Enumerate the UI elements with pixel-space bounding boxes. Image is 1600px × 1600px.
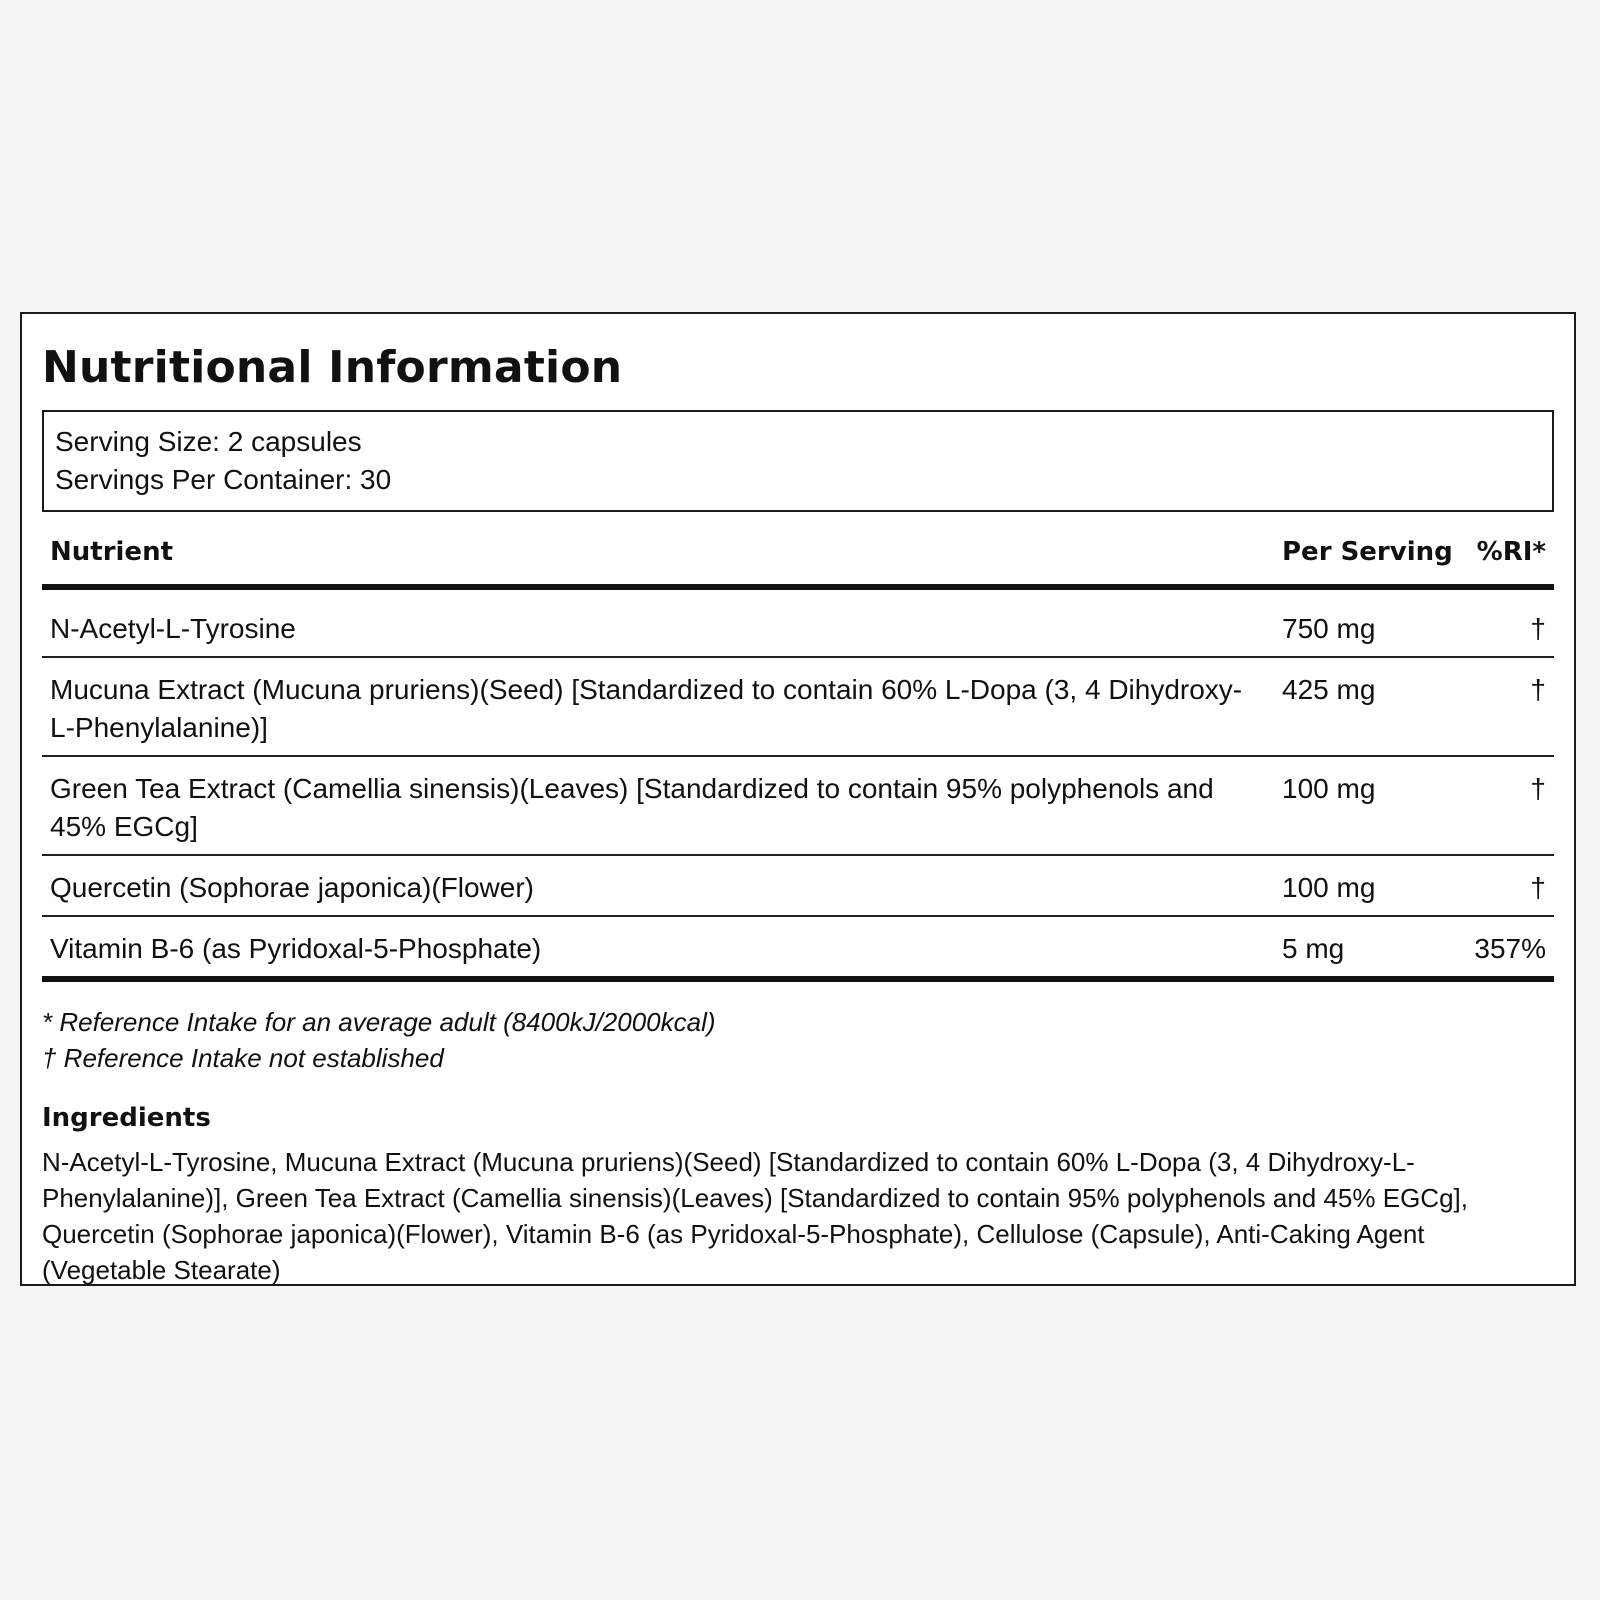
footnotes bbox=[42, 1004, 1554, 1076]
table-header-row bbox=[42, 534, 1554, 587]
table-row bbox=[42, 916, 1554, 979]
table-row bbox=[42, 657, 1554, 756]
nutrient-ri: 357% bbox=[1450, 916, 1554, 979]
nutrient-name: N-Acetyl-L-Tyrosine bbox=[42, 587, 1274, 657]
footnote-not-established: † Reference Intake not established bbox=[42, 1043, 444, 1073]
header-per-serving: Per Serving bbox=[1274, 534, 1450, 587]
nutrient-amount: 750 mg bbox=[1274, 587, 1450, 657]
servings-per-container: Servings Per Container: 30 bbox=[55, 464, 392, 495]
nutrient-amount: 100 mg bbox=[1274, 756, 1450, 855]
label-title: Nutritional Information bbox=[42, 342, 623, 393]
nutrient-ri: † bbox=[1450, 657, 1554, 756]
footnote-reference-intake: * Reference Intake for an average adult (8400kJ/2000kcal) bbox=[42, 1007, 716, 1037]
ingredients-heading: Ingredients bbox=[42, 1103, 211, 1133]
nutrient-amount: 5 mg bbox=[1274, 916, 1450, 979]
nutrient-name: Green Tea Extract (Camellia sinensis)(Leaves) [Standardized to contain 95% polyphenols and 45% EGCg] bbox=[42, 756, 1274, 855]
nutrient-ri: † bbox=[1450, 855, 1554, 916]
nutrient-name: Mucuna Extract (Mucuna pruriens)(Seed) [Standardized to contain 60% L-Dopa (3, 4 Dihydroxy-L-Phenylalanine)] bbox=[42, 657, 1274, 756]
table-row bbox=[42, 855, 1554, 916]
nutrient-ri: † bbox=[1450, 587, 1554, 657]
table-row bbox=[42, 587, 1554, 657]
nutrient-amount: 100 mg bbox=[1274, 855, 1450, 916]
table-row bbox=[42, 756, 1554, 855]
header-nutrient: Nutrient bbox=[42, 534, 1274, 587]
header-ri: %RI* bbox=[1450, 534, 1554, 587]
nutrient-name: Vitamin B-6 (as Pyridoxal-5-Phosphate) bbox=[42, 916, 1274, 979]
serving-size: Serving Size: 2 capsules bbox=[55, 426, 362, 457]
nutrient-ri: † bbox=[1450, 756, 1554, 855]
ingredients-text: N-Acetyl-L-Tyrosine, Mucuna Extract (Mucuna pruriens)(Seed) [Standardized to contain 60% L-Dopa (3, 4 Dihydroxy-L-Phenylalanine)], Green Tea Extract (Camellia sinensis)(Leaves) [Standardized to contain 95% polyphenols and 45% EGCg], Quercetin (Sophorae japonica)(Flower), Vitamin B-6 (as Pyridoxal-5-Phosphate), Cellulose (Capsule), Anti-Caking Agent (Vegetable Stearate) bbox=[42, 1147, 1468, 1285]
nutrient-name: Quercetin (Sophorae japonica)(Flower) bbox=[42, 855, 1274, 916]
serving-info-box bbox=[42, 410, 1554, 512]
nutrition-label bbox=[20, 312, 1576, 1286]
nutrient-amount: 425 mg bbox=[1274, 657, 1450, 756]
nutrient-table bbox=[42, 534, 1554, 982]
